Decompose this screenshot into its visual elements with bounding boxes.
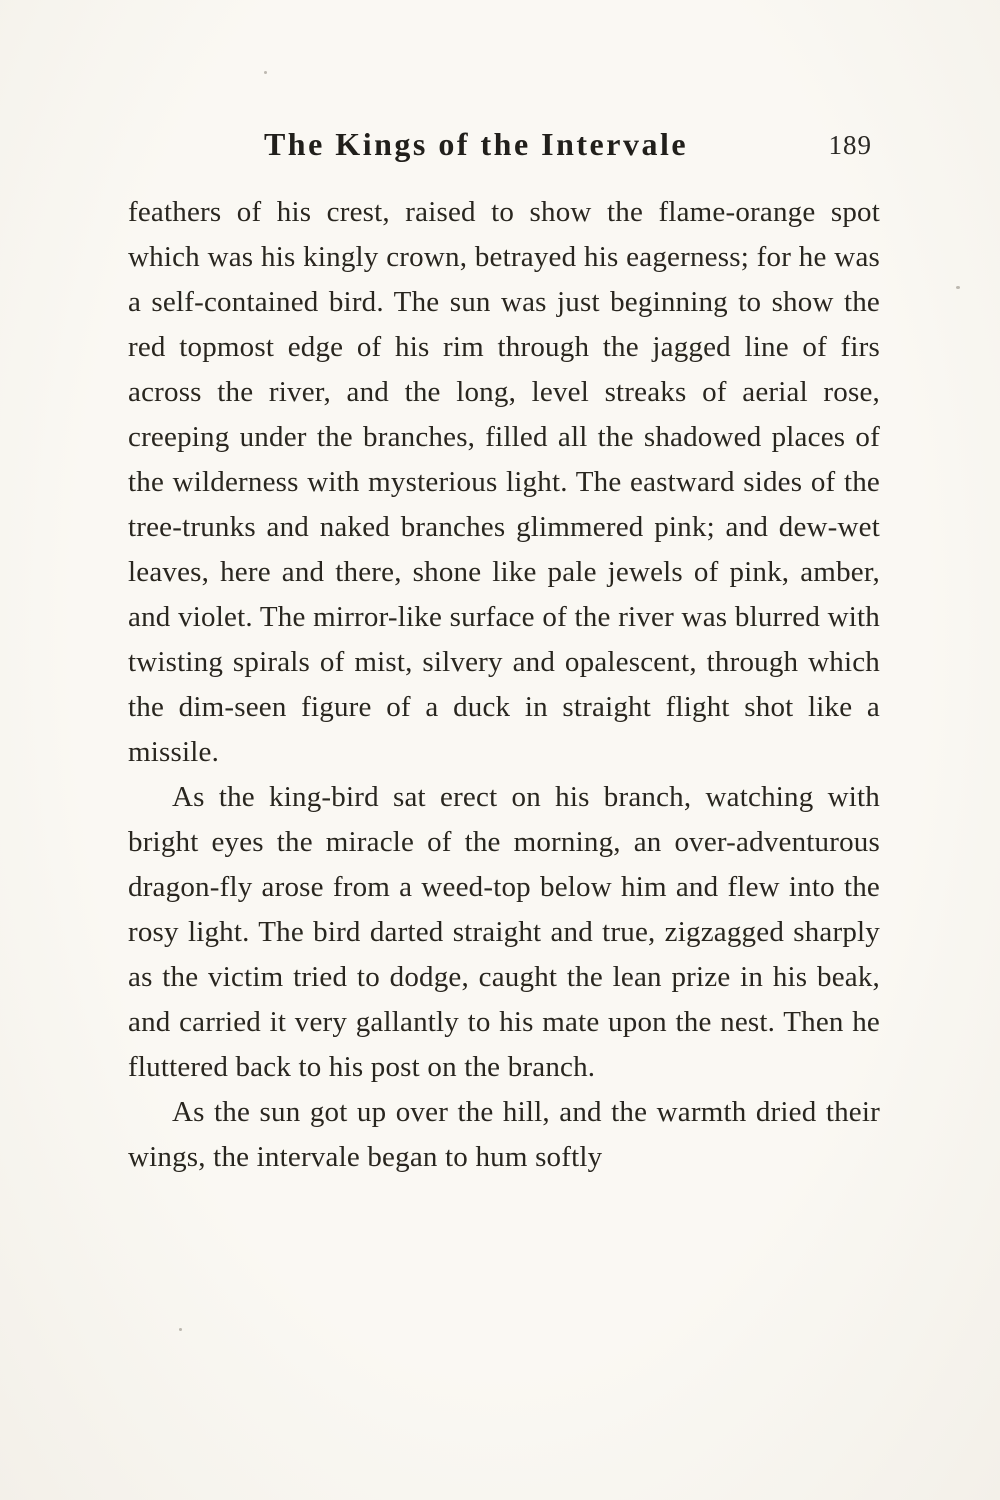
page-number: 189: [828, 130, 872, 160]
paragraph: As the king-bird sat erect on his branch, watching with bright eyes the miracle of the morning, an over-adventurous dragon-fly arose from a weed-top below him and flew into the rosy light. The bird darted straight and true, zigzagged sharply as the victim tried to dodge, caught the lean prize in his beak, and carried it very gallantly to his mate upon the nest. Then he fluttered back to his post on the branch.: [128, 781, 880, 1083]
scan-speck: [264, 71, 267, 74]
page-header: [128, 126, 880, 170]
running-title: The Kings of the Intervale: [263, 126, 689, 162]
paragraph: As the sun got up over the hill, and the warmth dried their wings, the intervale began to hum softly: [128, 1096, 880, 1173]
scan-speck: [179, 1328, 182, 1331]
scan-speck: [956, 286, 960, 289]
paragraph: feathers of his crest, raised to show the flame-orange spot which was his kingly crown, betrayed his eagerness; for he was a self-contained bird. The sun was just beginning to show the red topmost edge of his rim through the jagged line of firs across the river, and the long, level streaks of aerial rose, creeping under the branches, filled all the shadowed places of the wilderness with mysterious light. The eastward sides of the tree-trunks and naked branches glimmered pink; and dew-wet leaves, here and there, shone like pale jewels of pink, amber, and violet. The mirror-like surface of the river was blurred with twisting spirals of mist, silvery and opalescent, through which the dim-seen figure of a duck in straight flight shot like a missile.: [128, 196, 880, 768]
page-body: [128, 190, 880, 1180]
